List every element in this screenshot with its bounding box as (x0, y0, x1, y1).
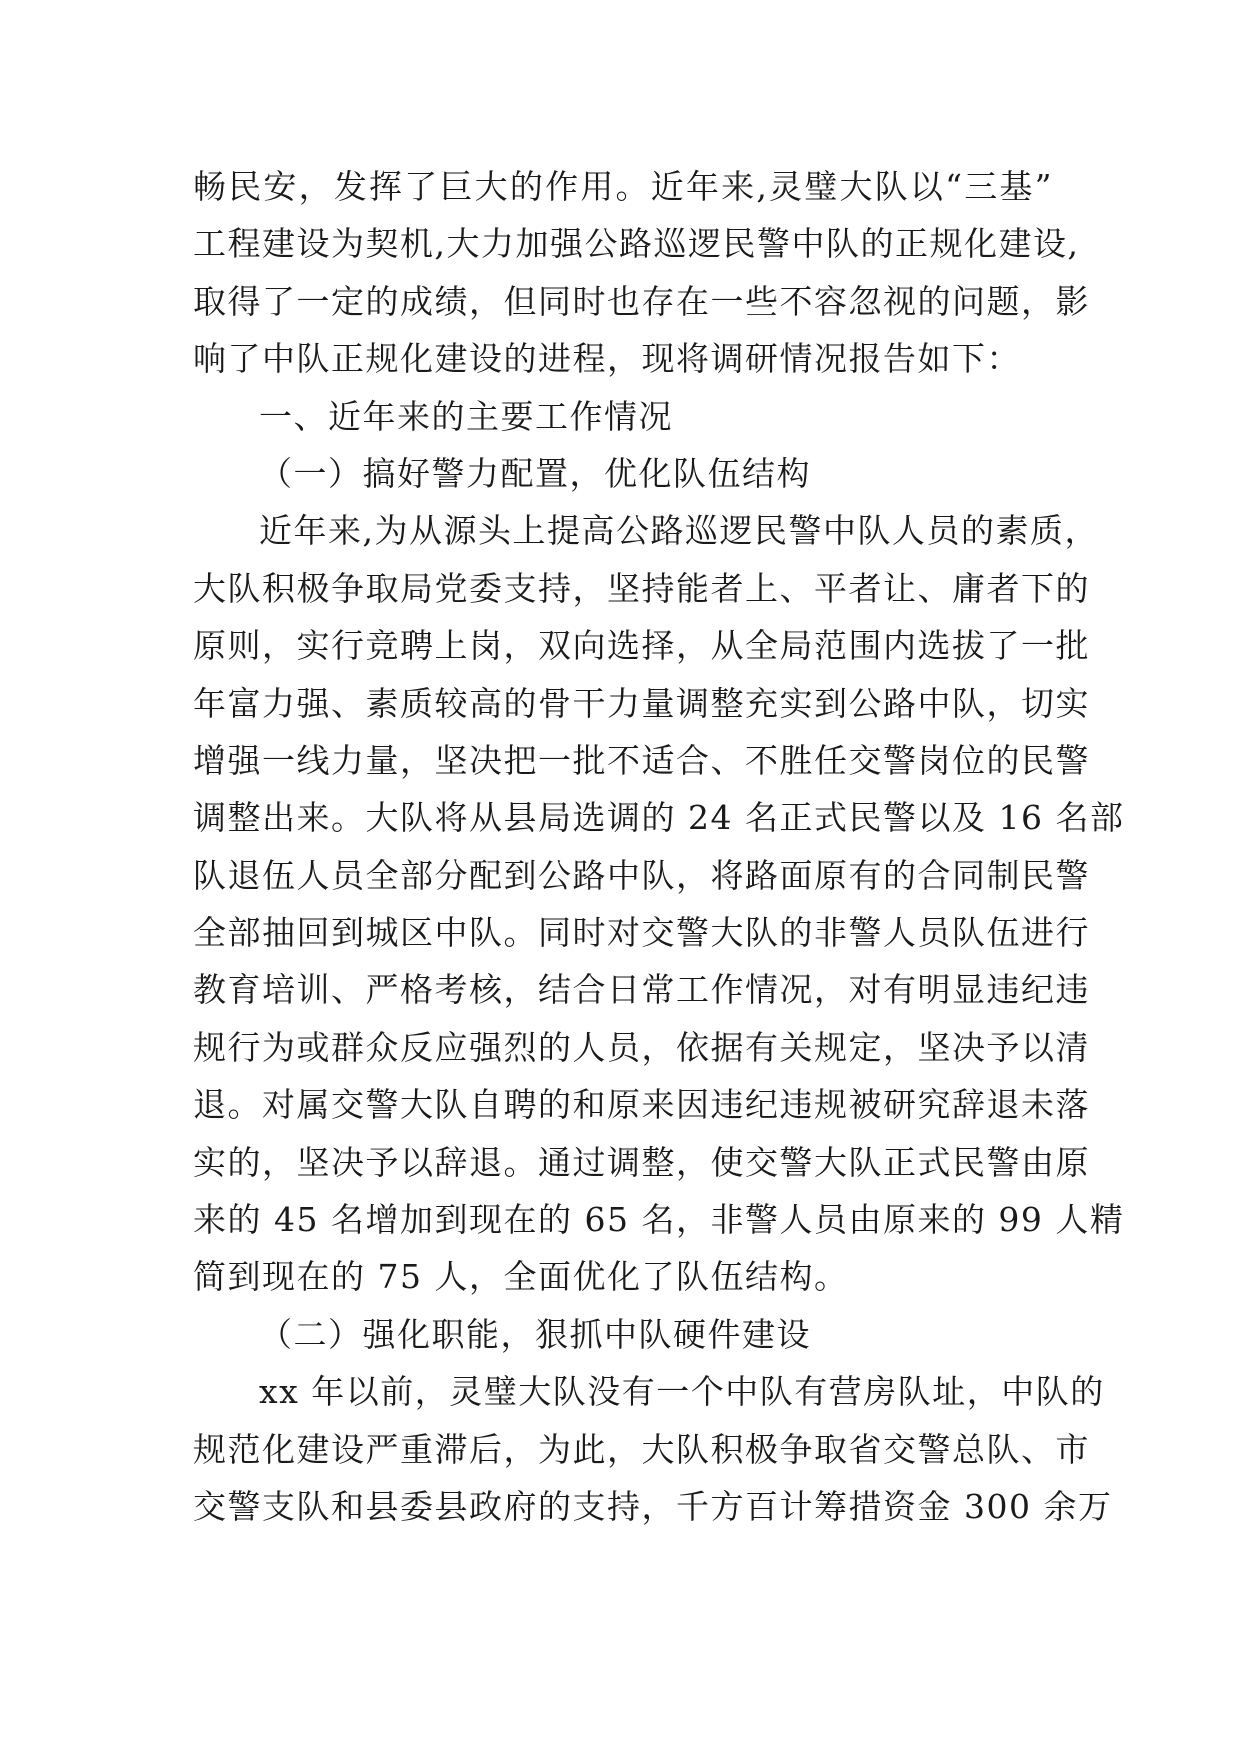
section-heading: 一、近年来的主要工作情况 (259, 396, 673, 436)
text-line: 规行为或群众反应强烈的人员，依据有关规定，坚决予以清 (193, 1027, 1090, 1067)
text-line: 简到现在的 75 人，全面优化了队伍结构。 (193, 1257, 849, 1297)
text-line: 年富力强、素质较高的骨干力量调整充实到公路中队，切实 (193, 683, 1090, 723)
text-line: 取得了一定的成绩，但同时也存在一些不容忽视的问题，影 (193, 281, 1090, 321)
text-line: 全部抽回到城区中队。同时对交警大队的非警人员队伍进行 (193, 913, 1090, 953)
text-line: 实的，坚决予以辞退。通过调整，使交警大队正式民警由原 (193, 1142, 1090, 1182)
document-body (193, 158, 1125, 1535)
text-line: 近年来,为从源头上提高公路巡逻民警中队人员的素质， (259, 511, 1099, 551)
text-line: 畅民安，发挥了巨大的作用。近年来,灵璧大队以“三基” (193, 167, 1053, 206)
subsection-heading: （二）强化职能，狠抓中队硬件建设 (259, 1314, 811, 1354)
subsection-heading: （一）搞好警力配置，优化队伍结构 (259, 453, 811, 493)
text-line: 队退伍人员全部分配到公路中队，将路面原有的合同制民警 (193, 855, 1090, 895)
text-line: 来的 45 名增加到现在的 65 名，非警人员由原来的 99 人精 (193, 1200, 1125, 1240)
text-line: 退。对属交警大队自聘的和原来因违纪违规被研究辞退未落 (193, 1085, 1090, 1125)
text-line: 工程建设为契机,大力加强公路巡逻民警中队的正规化建设, (193, 224, 1080, 264)
text-line: 增强一线力量，坚决把一批不适合、不胜任交警岗位的民警 (193, 740, 1090, 780)
text-line: 交警支队和县委县政府的支持，千方百计筹措资金 300 余万 (193, 1486, 1113, 1526)
text-line: 响了中队正规化建设的进程，现将调研情况报告如下： (193, 339, 1021, 379)
text-line: 规范化建设严重滞后，为此，大队积极争取省交警总队、市 (193, 1429, 1090, 1469)
text-line: 大队积极争取局党委支持，坚持能者上、平者让、庸者下的 (193, 568, 1090, 608)
text-line: xx 年以前，灵璧大队没有一个中队有营房队址，中队的 (259, 1372, 1105, 1412)
text-line: 教育培训、严格考核，结合日常工作情况，对有明显违纪违 (193, 970, 1090, 1010)
text-line: 调整出来。大队将从县局选调的 24 名正式民警以及 16 名部 (193, 798, 1125, 838)
text-line: 原则，实行竞聘上岗，双向选择，从全局范围内选拔了一批 (193, 626, 1090, 666)
